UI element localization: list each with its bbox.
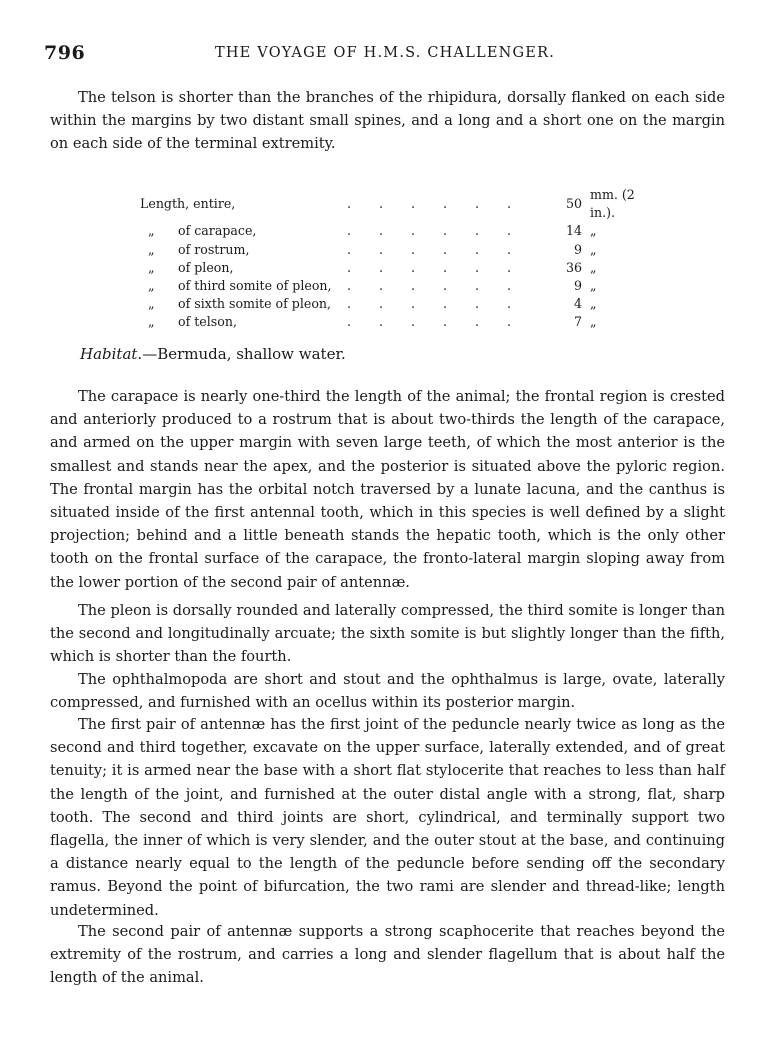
measurement-unit: „ (590, 314, 597, 330)
measurement-unit: „ (590, 241, 597, 257)
measurement-value: 9 (573, 241, 582, 257)
measurement-ditto-mark: „ (148, 259, 155, 275)
measurement-value: 4 (573, 296, 582, 312)
measurement-value: 14 (565, 223, 582, 239)
measurement-value: 7 (573, 314, 582, 330)
measurement-row (140, 313, 660, 331)
habitat-line (80, 343, 346, 365)
measurement-leader-dots: . . . . . . (346, 259, 511, 275)
measurement-leader-dots: . . . . . . (346, 314, 511, 330)
measurement-unit: mm. (2 in.). (590, 187, 635, 221)
measurement-unit: „ (590, 278, 597, 294)
measurement-label: of sixth somite of pleon, (178, 296, 332, 312)
page-header (44, 42, 726, 68)
paragraph-carapace: The carapace is nearly one-third the length of the animal; the frontal region is crested and anteriorly produced to a rostrum that is about two-thirds the length of the carapace, and armed on the upper margin with seven large teeth, of which the most anterior is the smallest and stands near the apex, and the posterior is situated above the pyloric region. The frontal margin has the orbital notch traversed by a lunate lacuna, and the canthus is situated inside of the first antennal tooth, which in this species is well defined by a slight projection; behind and a little beneath stands the hepatic tooth, which is the only other tooth on the frontal surface of the carapace, the fronto-lateral margin sloping away from the lower portion of the second pair of antennæ. (50, 388, 725, 591)
paragraph-pleon: The pleon is dorsally rounded and laterally compressed, the third somite is longer than the second and longitudinally arcuate; the sixth somite is but slightly longer than the fifth, which is shorter than the fourth. (50, 602, 725, 666)
measurement-label: of telson, (178, 314, 237, 330)
measurement-row (140, 222, 660, 240)
measurement-label: of pleon, (178, 259, 234, 275)
measurement-unit: „ (590, 296, 597, 312)
measurement-row (140, 186, 660, 222)
intro-paragraph: The telson is shorter than the branches of the rhipidura, dorsally flanked on each side within the margins by two distant small spines, and a long and a short one on the margin on each side of the terminal extremity. (50, 89, 725, 153)
measurement-leader-dots: . . . . . . (346, 196, 511, 212)
measurement-row (140, 259, 660, 277)
running-title: THE VOYAGE OF H.M.S. CHALLENGER. (214, 45, 556, 61)
measurement-ditto-mark: „ (148, 296, 155, 312)
measurement-label: of carapace, (178, 223, 257, 239)
habitat-label: Habitat. (80, 345, 143, 363)
page-number: 796 (44, 42, 86, 64)
measurement-leader-dots: . . . . . . (346, 278, 511, 294)
paragraph-second-antennae: The second pair of antennæ supports a strong scaphocerite that reaches beyond the extremity of the rostrum, and carries a long and slender flagellum that is about half the length of the animal. (50, 923, 725, 987)
measurement-label: Length, entire, (140, 196, 236, 212)
measurement-ditto-mark: „ (148, 223, 155, 239)
habitat-text: —Bermuda, shallow water. (142, 345, 346, 363)
measurement-row (140, 241, 660, 259)
measurement-ditto-mark: „ (148, 241, 155, 257)
measurement-value: 50 (565, 196, 582, 212)
paragraph-ophthalmopoda: The ophthalmopoda are short and stout and the ophthalmus is large, ovate, laterally compressed, and furnished with an ocellus within its posterior margin. (50, 671, 725, 712)
measurement-row (140, 295, 660, 313)
measurement-ditto-mark: „ (148, 314, 155, 330)
measurement-unit: „ (590, 259, 597, 275)
measurement-unit: „ (590, 223, 597, 239)
measurement-leader-dots: . . . . . . (346, 296, 511, 312)
measurement-value: 36 (565, 259, 582, 275)
measurements-table (140, 186, 660, 332)
measurement-ditto-mark: „ (148, 278, 155, 294)
measurement-value: 9 (573, 278, 582, 294)
measurement-label: of third somite of pleon, (178, 278, 332, 294)
measurement-leader-dots: . . . . . . (346, 223, 511, 239)
measurement-row (140, 277, 660, 295)
measurement-leader-dots: . . . . . . (346, 241, 511, 257)
paragraph-first-antennae: The first pair of antennæ has the first joint of the peduncle nearly twice as long as the second and third together, excavate on the upper surface, laterally extended, and of great tenuity; it is armed near the base with a short flat stylocerite that reaches to less than half the length of the joint, and furnished at the outer distal angle with a strong, flat, sharp tooth. The second and third joints are short, cylindrical, and terminally support two flagella, the inner of which is very slender, and the outer stout at the base, and continuing a distance nearly equal to the length of the peduncle before sending off the secondary ramus. Beyond the point of bifurcation, the two rami are slender and thread-like; length undetermined. (50, 716, 725, 919)
measurement-label: of rostrum, (178, 241, 250, 257)
